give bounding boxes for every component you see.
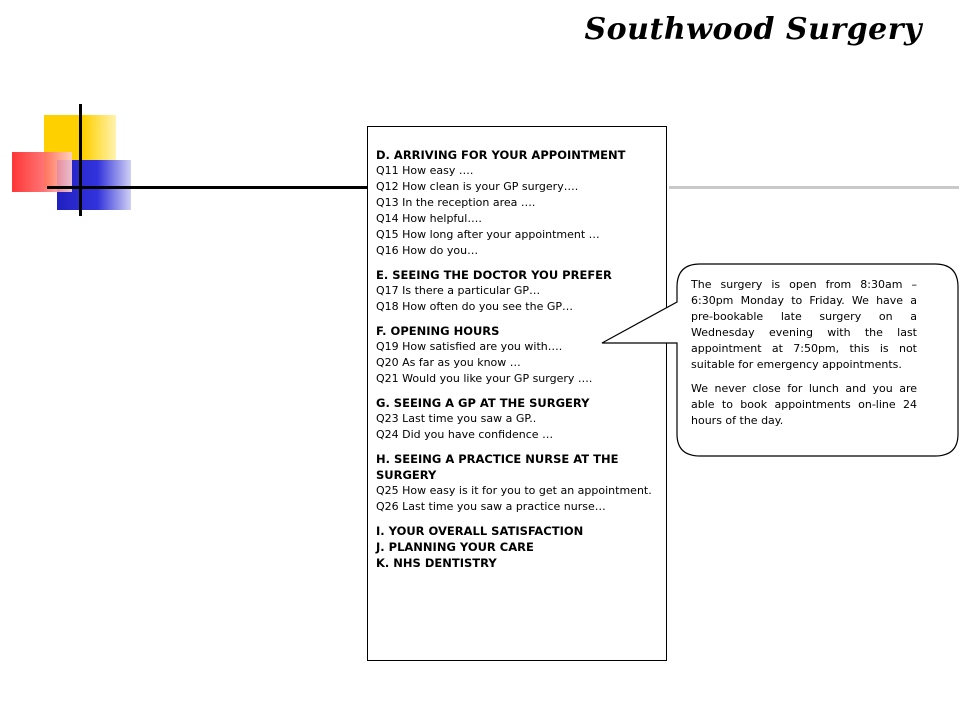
question-item: Q14 How helpful…. — [376, 212, 482, 225]
question-item: Q16 How do you… — [376, 244, 479, 257]
question-item: Q11 How easy …. — [376, 164, 474, 177]
section-heading: F. OPENING HOURS — [376, 324, 500, 338]
question-item: Q21 Would you like your GP surgery …. — [376, 372, 593, 385]
question-item: Q23 Last time you saw a GP.. — [376, 412, 537, 425]
question-item: Q26 Last time you saw a practice nurse… — [376, 500, 606, 513]
callout-text — [691, 277, 917, 437]
question-item: Q13 In the reception area …. — [376, 196, 536, 209]
question-item: Q15 How long after your appointment … — [376, 228, 600, 241]
section-heading: H. SEEING A PRACTICE NURSE AT THE SURGERY — [376, 452, 619, 482]
section-heading: E. SEEING THE DOCTOR YOU PREFER — [376, 268, 612, 282]
question-item: Q17 Is there a particular GP… — [376, 284, 541, 297]
section-heading: I. YOUR OVERALL SATISFACTION — [376, 524, 584, 538]
question-item: Q24 Did you have confidence … — [376, 428, 554, 441]
question-item: Q12 How clean is your GP surgery…. — [376, 180, 579, 193]
section-heading: K. NHS DENTISTRY — [376, 556, 497, 570]
opening-hours-paragraph: The surgery is open from 8:30am – 6:30pm Monday to Friday. We have a pre-bookable late surgery on a Wednesday evening with the last appointment at 7:50pm, this is not suitable for emergency appointments. — [691, 278, 917, 371]
lunch-booking-paragraph: We never close for lunch and you are able to book appointments on-line 24 hours of the day. — [691, 382, 917, 427]
page-title: Southwood Surgery — [584, 12, 922, 47]
question-item: Q18 How often do you see the GP… — [376, 300, 573, 313]
question-item: Q20 As far as you know … — [376, 356, 521, 369]
question-item: Q25 How easy is it for you to get an appointment. — [376, 484, 652, 497]
question-item: Q19 How satisfied are you with…. — [376, 340, 563, 353]
section-heading: G. SEEING A GP AT THE SURGERY — [376, 396, 590, 410]
section-heading: J. PLANNING YOUR CARE — [376, 540, 534, 554]
section-heading: D. ARRIVING FOR YOUR APPOINTMENT — [376, 148, 626, 162]
